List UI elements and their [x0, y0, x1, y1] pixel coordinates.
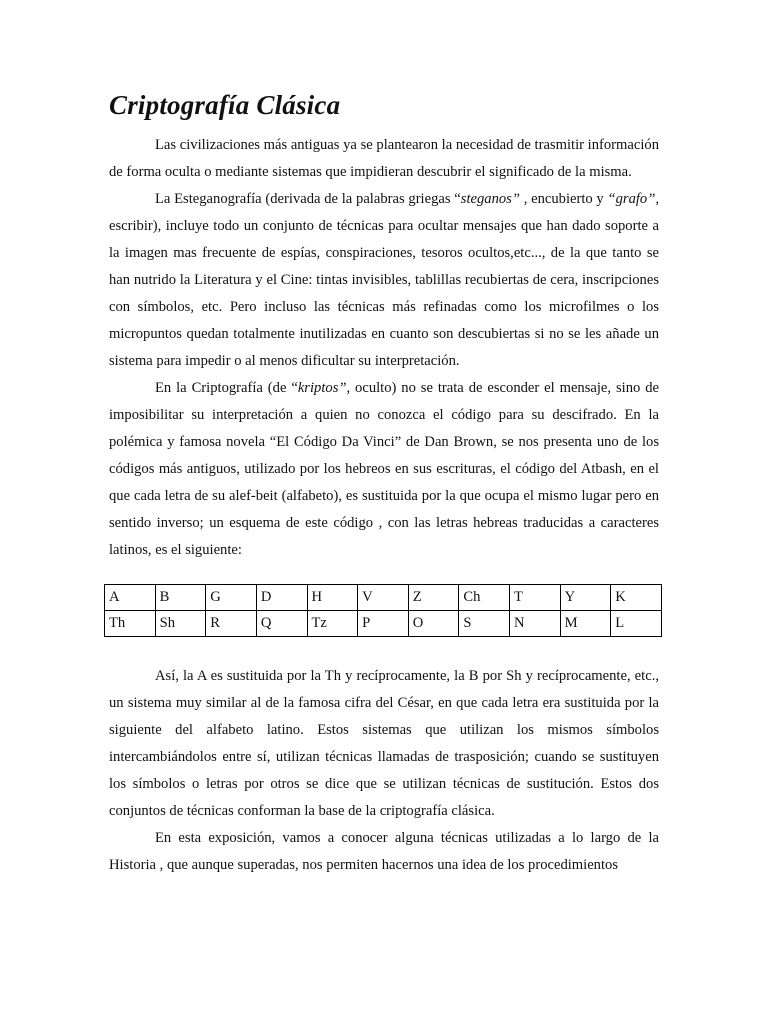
page-title: Criptografía Clásica: [109, 90, 341, 120]
term-grafo: “grafo”,: [607, 191, 659, 207]
table-cell: Sh: [155, 611, 206, 637]
document-page: [109, 88, 659, 879]
table-cell: S: [459, 611, 510, 637]
table-cell: L: [611, 611, 662, 637]
table-cell: H: [307, 585, 358, 611]
table-cell: T: [510, 585, 561, 611]
term-kriptos: kriptos”: [297, 380, 347, 396]
paragraph-criptografia: [109, 375, 659, 564]
text-run: En la Criptografía (de “: [155, 380, 298, 396]
table-cell: Tz: [307, 611, 358, 637]
table-cell: Th: [105, 611, 156, 637]
table-cell: B: [155, 585, 206, 611]
term-steganos: steganos”: [460, 191, 520, 207]
table-cell: Q: [256, 611, 307, 637]
table-row: [105, 585, 662, 611]
text-run: La Esteganografía (derivada de la palabras griegas “: [155, 191, 461, 207]
table-row: [105, 611, 662, 637]
table-cell: Ch: [459, 585, 510, 611]
text-run: , oculto) no se trata de esconder el mensaje, sino de imposibilitar su interpretación a quien no conozca el código para su descifrado. En la polémica y famosa novela “El Código Da Vinci” de Dan Brown, se nos presenta uno de los códigos más antiguos, utilizado por los hebreos en sus escrituras, el código del Atbash, en el que cada letra de su alef-beit (alfabeto), es sustituida por la que ocupa el mismo lugar pero en sentido inverso; un esquema de este código , con las letras hebreas traducidas a caracteres latinos, es el siguiente:: [109, 380, 659, 558]
table-cell: A: [105, 585, 156, 611]
table-cell: R: [206, 611, 257, 637]
text-run: escribir), incluye todo un conjunto de técnicas para ocultar mensajes que han dado soporte a la imagen mas frecuente de espías, conspiraciones, tesoros ocultos,etc..., de la que tanto se han nutrido la Literatura y el Cine: tintas invisibles, tablillas recubiertas de cera, inscripciones con símbolos, etc. Pero incluso las técnicas más refinadas como los microfilmes o los micropuntos quedan totalmente inutilizadas en cuanto son descubiertas si no se les añade un sistema para impedir o al menos dificultar su interpretación.: [109, 218, 659, 369]
atbash-table: [104, 584, 662, 637]
table-cell: Y: [560, 585, 611, 611]
table-cell: D: [256, 585, 307, 611]
paragraph-exposicion: En esta exposición, vamos a conocer alguna técnicas utilizadas a lo largo de la Historia , que aunque superadas, nos permiten hacernos una idea de los procedimientos: [109, 830, 659, 873]
text-run: , encubierto y: [519, 191, 608, 207]
paragraph-esteganografia: [109, 186, 659, 375]
table-cell: M: [560, 611, 611, 637]
paragraph-intro: Las civilizaciones más antiguas ya se plantearon la necesidad de trasmitir información de forma oculta o mediante sistemas que impidieran descubrir el significado de la misma.: [109, 137, 659, 180]
table-cell: V: [358, 585, 409, 611]
paragraph-sustitucion: Así, la A es sustituida por la Th y recíprocamente, la B por Sh y recíprocamente, etc., un sistema muy similar al de la famosa cifra del César, en que cada letra era sustituida por la siguiente del alfabeto latino. Estos sistemas que utilizan los mismos símbolos intercambiándolos entre sí, utilizan técnicas llamadas de trasposición; cuando se sustituyen los símbolos o letras por otros se dice que se utilizan técnicas de sustitución. Estos dos conjuntos de técnicas conforman la base de la criptografía clásica.: [109, 668, 659, 819]
table-cell: K: [611, 585, 662, 611]
table-cell: G: [206, 585, 257, 611]
table-cell: P: [358, 611, 409, 637]
table-cell: Z: [408, 585, 459, 611]
table-cell: N: [510, 611, 561, 637]
table-cell: O: [408, 611, 459, 637]
